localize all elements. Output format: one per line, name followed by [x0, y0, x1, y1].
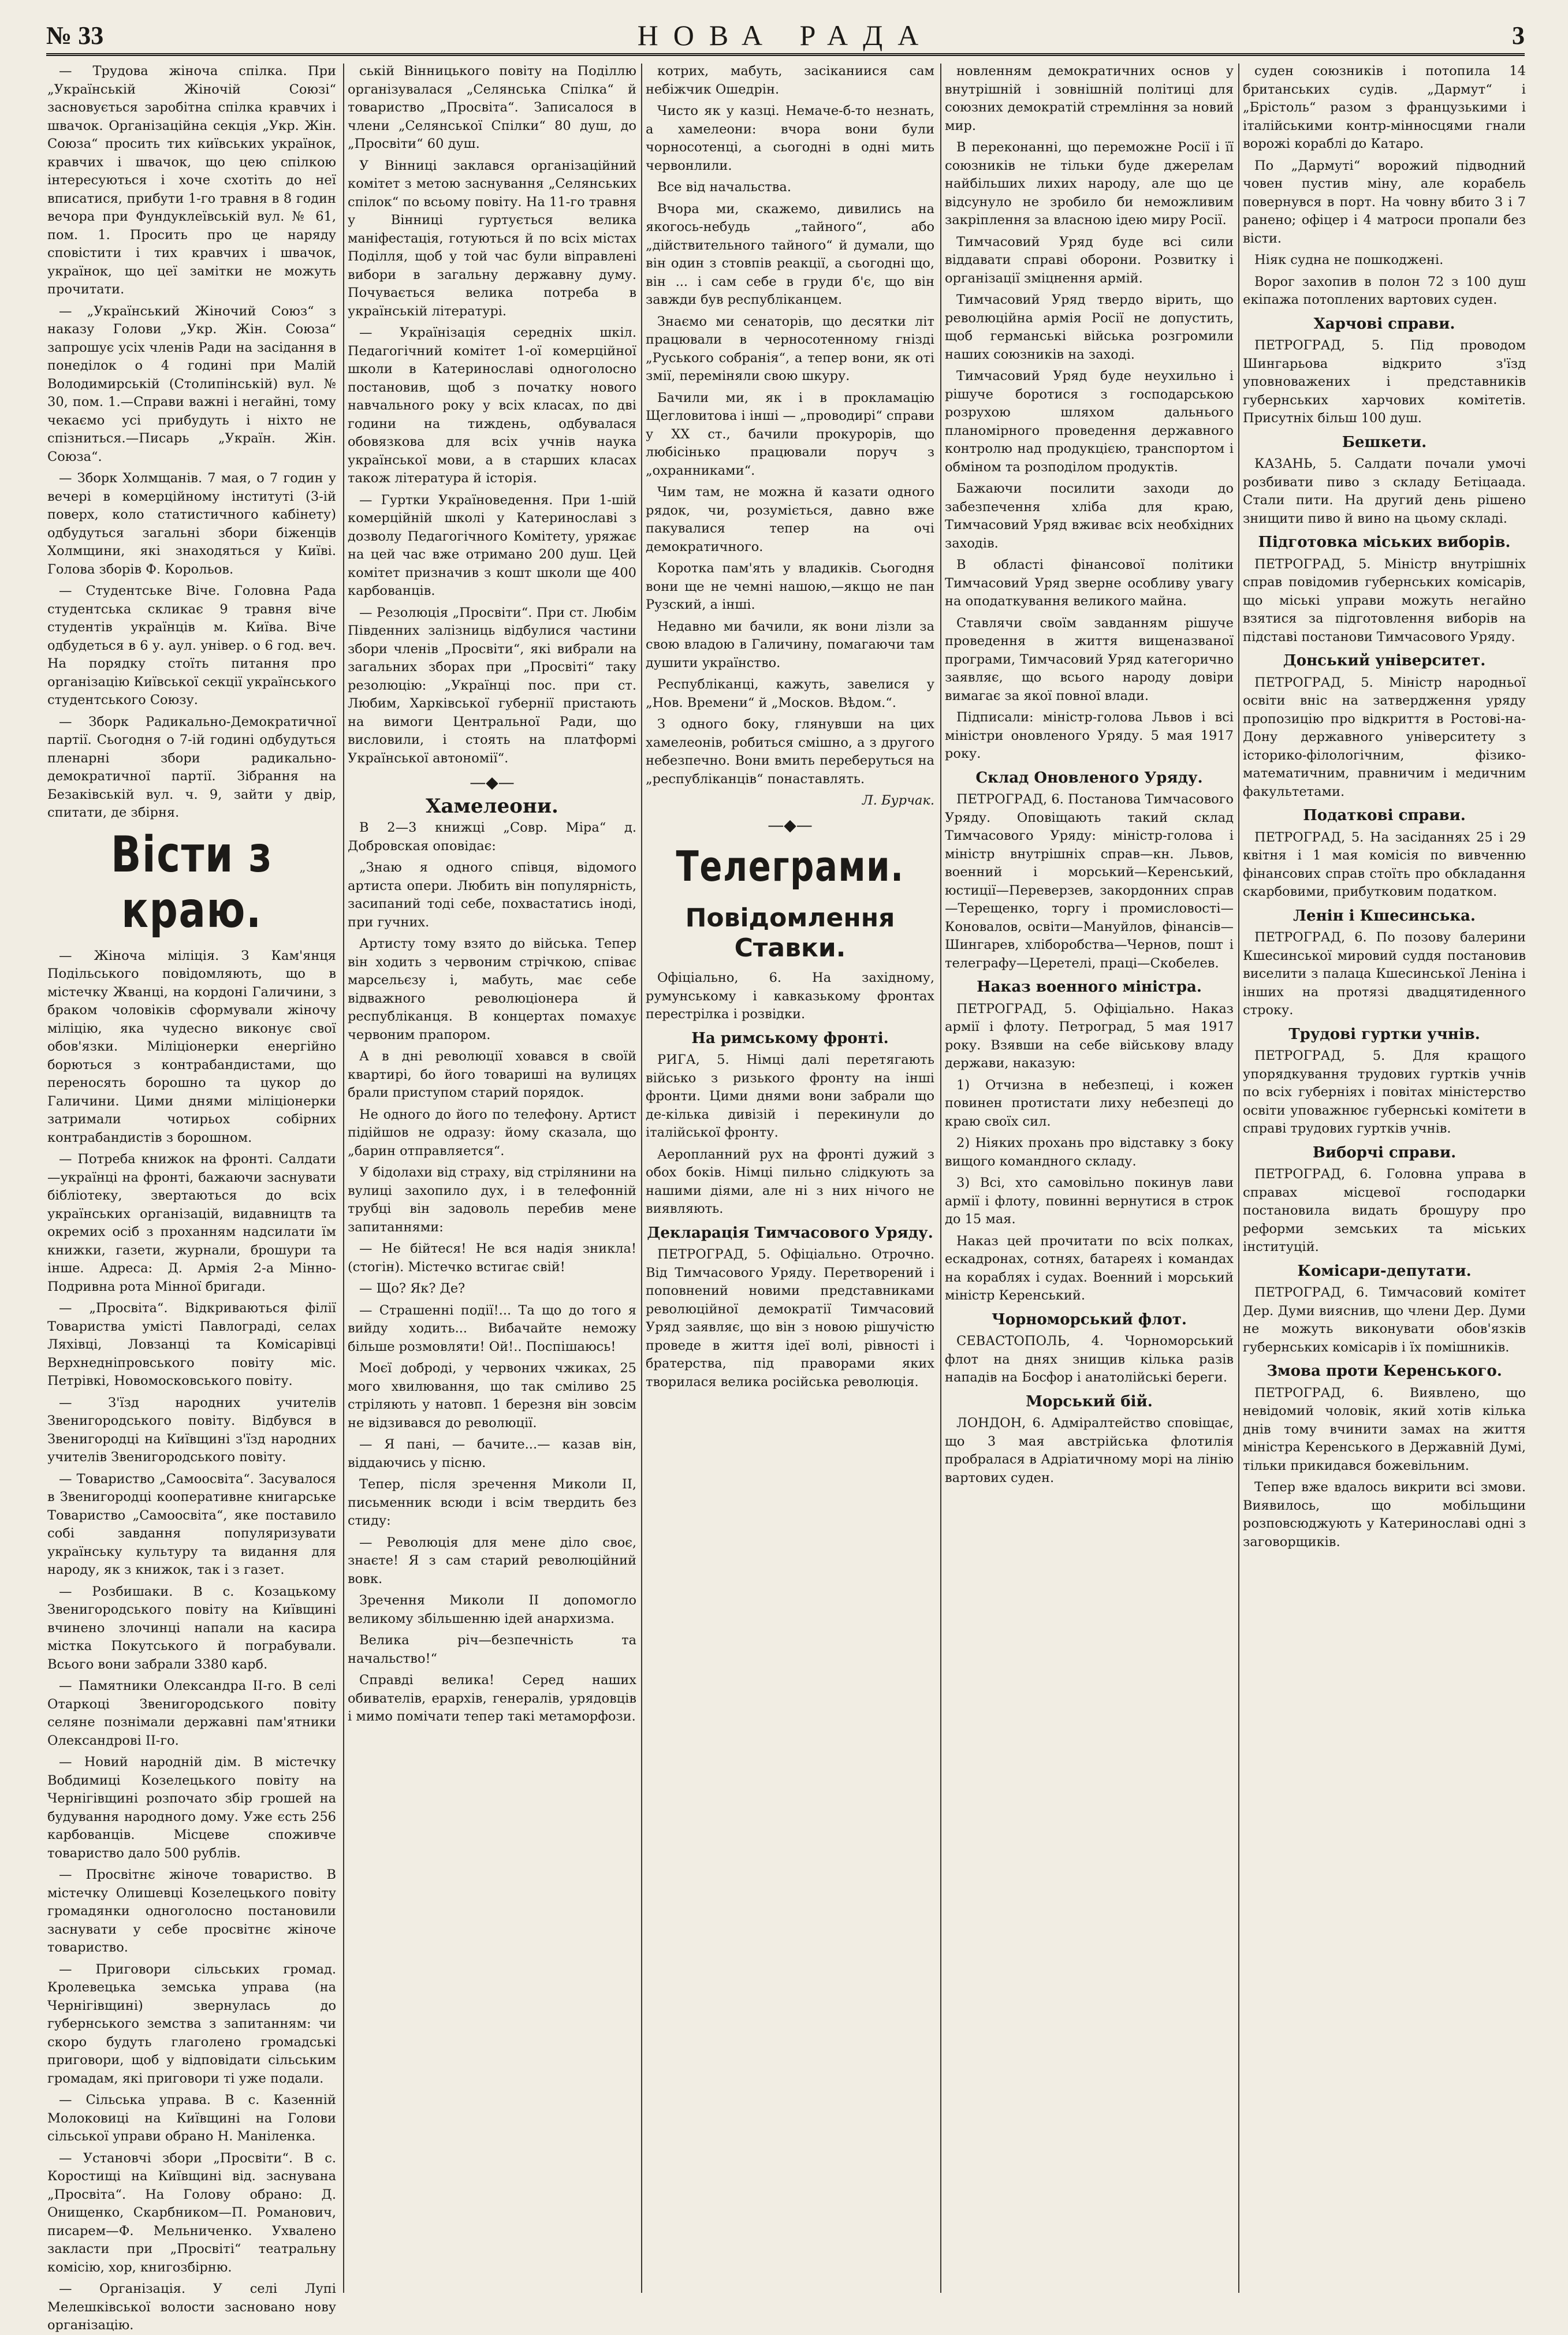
article-paragraph: По „Дармуті“ ворожий підводний човен пустив міну, але корабель повернувся в порт. На човну вбито 3 і 7 ранено; офіцер і 4 матроси пропали без вісти. — [1243, 158, 1526, 246]
ornament-divider: —◆— — [470, 773, 515, 792]
column-2 — [348, 62, 636, 2297]
article-paragraph: У Вінниці заклався організаційний комітет з метою заснування „Селянських спілок“ по всьому повіту. На 11-го травня у Вінниці гуртується велика маніфестація, готуються й по всіх містах Поділля, щоб у той час були віправлені вибори в загальну державну думу. Почувається велика потреба в українській літературі. — [348, 158, 636, 319]
article-paragraph: Все від начальства. — [657, 180, 791, 195]
column-divider — [641, 64, 642, 2293]
article-paragraph: Ворог захопив в полон 72 з 100 душ екіпажа потоплених вартових суден. — [1243, 274, 1526, 307]
article-paragraph: — Резолюція „Просвіти“. При ст. Любім Південних залізниць відбулися частини збори членів „Просвіти“, які вибрали на загальних зборах при „Просвіті“ таку резолюцію: „Українці пос. при ст. Любим, Харківської губернії пристають на вимоги Центральної Ради, що висловили, і стоять на платформі Української автономії“. — [348, 605, 636, 766]
subsection-title: Виборчі справи. — [1312, 1144, 1457, 1161]
article-paragraph: — З'їзд народних учителів Звенигородського повіту. Відбувся в Звенигородці на Київщині з'їзд народних учителів Звенигородського повіту. — [47, 1395, 336, 1465]
article-paragraph: ПЕТРОГРАД, 5. Для кращого упорядкування трудових гуртків учнів по всіх губерніях і повітах міністерство освіти уповажнює губернські комітети в справі трудових гуртків учнів. — [1243, 1048, 1526, 1136]
article-paragraph: Коротка пам'ять у владиків. Сьогодня вони ще не чемні нашою,—якщо не пан Рузский, а інші. — [646, 561, 934, 612]
author-signature: Л. Бурчак. — [862, 793, 934, 808]
column-4 — [945, 62, 1234, 2297]
column-divider — [343, 64, 344, 2293]
article-paragraph: Тепер, після зречення Миколи II, письменник всюди і всім твердить без стиду: — [348, 1477, 636, 1528]
article-paragraph: Ставлячи своїм завданням рішуче проведення в життя вищеназваної програми, Тимчасовий Уряд категорично заявляє, що всього народу довіри вимагає за якої повної влади. — [945, 615, 1234, 703]
subsection-title: Повідомлення Ставки. — [685, 903, 895, 963]
article-paragraph: — Памятники Олександра II-го. В селі Отаркоці Звенигородського повіту селяне познімали державні пам'ятники Олександрові II-го. — [47, 1678, 336, 1748]
article-paragraph: Чим там, не можна й казати одного рядок, чи, розуміється, давно вже пакувалися тепер на очі демократичного. — [646, 485, 934, 554]
article-paragraph: — Розбишаки. В с. Козацькому Звенигородського повіту на Київщині вчинено злочинці напали на касира містка Покутського й пограбували. Всього вони забрали 3380 карб. — [47, 1584, 336, 1672]
article-paragraph: — Товариство „Самоосвіта“. Засувалося в Звенигородці кооперативне книгарське Товариство „Самоосвіта“, яке поставило собі завдання популяризувати українську культуру та видання для народу, як з книжок, так і з газет. — [47, 1471, 336, 1577]
article-paragraph: — Жіноча міліція. З Кам'янця Подільського повідомляють, що в містечку Жванці, на кордоні Галичини, з браком чоловіків сформували жіночу міліцію, яка чудесно виконує свої обов'язки. Міліціонерки енергійно борються з контрабандистами, що переносять борошно та цукор до Галичини. Цими днями міліціонерки затримали чотирьох собірних контрабандистів з борошном. — [47, 948, 336, 1145]
article-paragraph: — Новий народній дім. В містечку Вобдимиці Козелецького повіту на Чернігівщині розпочато збір грошей на будування народного дому. Уже єсть 256 карбованців. Місцеве споживче товариство дало 500 рублів. — [47, 1755, 336, 1861]
article-paragraph: — Революція для мене ділo своє, знаєте! Я з сам старий революційний вовк. — [348, 1535, 636, 1587]
subsection-title: Комісари-депутати. — [1297, 1262, 1472, 1280]
column-5 — [1243, 62, 1526, 2297]
article-paragraph: Недавно ми бачили, як вони лізли за свою владою в Галичину, помагаючи там душити українство. — [646, 619, 934, 671]
subsection-title: Чорноморський флот. — [992, 1310, 1187, 1328]
article-paragraph: Тимчасовий Уряд буде всі сили віддавати справі оборони. Розвитку і організації зміцнення армій. — [945, 234, 1234, 286]
article-paragraph: ПЕТРОГРАД, 5. На засіданнях 25 і 29 квітня і 1 мая комісія по вивченню фінансових справ стоїть про обкладання скарбовими, прибутковим податком. — [1243, 829, 1526, 899]
subsection-title: Склад Оновленого Уряду. — [975, 769, 1203, 787]
article-paragraph: ській Вінницького повіту на Поділлю організувалася „Селянська Спілка“ й товариство „Просвіта“. Записалося в члени „Селянської Спілки“ 80 душ, до „Просвіти“ 60 душ. — [348, 64, 636, 151]
article-paragraph: ПЕТРОГРАД, 5. Міністр народньої освіти вніс на затвердження уряду пропозицію про відкриття в Ростові-на-Дону державного університету з історико-філологічним, фізико-математичним, правничим і медичним факультетами. — [1243, 675, 1526, 799]
article-paragraph: — Українізація середніх шкіл. Педагогічний комітет 1-ої комерційної школи в Катеринославі одноголосно постановив, щоб з початку нового навчального року у всіх класах, по дві години на тиждень, одбувалася обовязкова для всіх учнів наука української мови, а в старших класах також література й історія. — [348, 325, 636, 486]
article-paragraph: — Приговори сільських громад. Кролевецька земська управа (на Чернігівщині) звернулась до губернського земства з запитанням: чи скоро будуть глаголено громадські приговори, щоб у відповідати сільським громадам, які приговори ті уже подали. — [47, 1961, 336, 2086]
article-paragraph: В переконанні, що переможне Росії і її союзників не тільки буде джерелам найбільших лихих народу, але що це відсунуло не зробило би неможливим закріплення за власною ідею миру Росії. — [945, 140, 1234, 228]
article-paragraph: Моєї доброді, у червоних чжиках, 25 мого хвилювання, що так сміливо 25 стріляють у натовп. 1 березня він зовсім не відзивався до революції. — [348, 1361, 636, 1431]
article-paragraph: котрих, мабуть, засіканиися сам небіжчик Ошедрін. — [646, 64, 934, 97]
section-title-telegrams: Телеграми. — [676, 842, 904, 891]
article-paragraph: — „Просвіта“. Відкриваються філії Товариства умісті Павлограді, селах Ляхівці, Ловзанці та Комісарівці Верхнедніпровського повіту міс. Петрівкі, Новомосковського повіту. — [47, 1301, 336, 1388]
subsection-title: Бешкети. — [1342, 433, 1427, 451]
article-paragraph: Аеропланний рух на фронті дужий з обох боків. Німці пильно слідкують за нашими діями, але ні з них нічого не виявляють. — [646, 1146, 934, 1216]
article-paragraph: Артисту тому взято до війська. Тепер він ходить з червоним стрічкою, співає марсельєзу і, мабуть, має себе відважного революціонера й республіканця. В концертах помахує червоним прапором. — [348, 936, 636, 1042]
subsection-title: Підготовка міських виборів. — [1258, 534, 1511, 551]
article-paragraph: А в дні революції ховався в своїй квартирі, бо його товариші на вулицях брали приступом старий порядок. — [348, 1049, 636, 1100]
subsection-title: Донський університет. — [1283, 652, 1486, 669]
article-paragraph: ПЕТРОГРАД, 6. По позову балерини Кшесинської мировий суддя постановив виселити з палаца Кшесинської Леніна і інших на протязі двадцятиденного строку. — [1243, 930, 1526, 1018]
article-paragraph: ПЕТРОГРАД, 6. Постанова Тимчасового Уряду. Оповіщають такий склад Тимчасового Уряду: міністр-голова і міністр внутрішніх справ—кн. Львов, военний і морський—Керенський, юстиції—Переверзев, закордонних справ—Терещенко, торгу і промисловості—Коновалов, освіти—Мануйлов, фінансів—Шингарев, хліборобства—Чернов, пошт і телеграфу—Церетелі, праці—Скобелев. — [945, 792, 1234, 971]
article-paragraph: „Знаю я одного співця, відомого артиста опери. Любить він популярність, засипаний тоді себе, похвастатись іноді, при гучних. — [348, 860, 636, 930]
subsection-title: Трудові гуртки учнів. — [1288, 1025, 1480, 1043]
article-paragraph: Бачили ми, як і в прокламацію Щегловитова і інші — „проводирі“ справи у XX ст., бачили прокурорів, що любісінько працювали поруч з „охранниками“. — [646, 390, 934, 478]
article-paragraph: ЛОНДОН, 6. Адміралтейство сповіщає, що 3 мая австрійська флотилія пробралася в Адріатичному морі на лінію вартових суден. — [945, 1416, 1234, 1485]
issue-number: № 33 — [46, 21, 104, 50]
article-paragraph: Не одного до його по телефону. Артист підійшов не одразу: йому сказала, що „барин отправляется“. — [348, 1107, 636, 1159]
article-paragraph: Офіціально, 6. На західному, румунському і кавказькому фронтах перестрілка і розвідки. — [646, 970, 934, 1022]
subsection-title: Наказ военного міністра. — [977, 978, 1202, 996]
article-paragraph: — Не бійтеся! Не вся надія зникла! (стогін). Містечко встигає свій! — [348, 1241, 636, 1275]
subsection-title: Морський бій. — [1026, 1392, 1153, 1410]
masthead — [46, 16, 1525, 51]
article-paragraph: Тепер вже вдалось викрити всі змови. Виявилось, що мобільщини розповсюджують у Катеринославі одні з заговорщиків. — [1243, 1480, 1526, 1550]
article-paragraph: ПЕТРОГРАД, 6. Головна управа в справах місцевої господарки постановила видать брошуру про реформи земських та міських інституцій. — [1243, 1167, 1526, 1254]
ornament-divider: —◆— — [768, 815, 813, 835]
page-number: 3 — [1512, 21, 1525, 50]
article-paragraph: — Просвітнє жіноче товариство. В містечку Олишевці Козелецького повіту громадянки одноголосно постановили заснувати у себе просвітнє жіноче товариство. — [47, 1867, 336, 1955]
article-paragraph: — Страшенні події!... Та що до того я вийду ходить... Вибачайте неможу більше розмовляти! Ой!.. Поспішаюсь! — [348, 1302, 636, 1354]
subsection-title: Ленін і Кшесинська. — [1293, 907, 1476, 925]
article-paragraph: Тимчасовий Уряд твердо вірить, що революційна армія Росії не допустить, щоб германські війська розгромили наших союзників на заході. — [945, 292, 1234, 362]
article-paragraph: ПЕТРОГРАД, 5. Офіціально. Наказ армії і флоту. Петроград, 5 мая 1917 року. Взявши на себе військову владу держави, наказую: — [945, 1001, 1234, 1071]
article-paragraph: 2) Ніяких прохань про відставку з боку вищого командного складу. — [945, 1135, 1234, 1169]
article-paragraph: — Що? Як? Де? — [359, 1281, 465, 1296]
article-paragraph: — Зборк Холмщанів. 7 мая, о 7 годин у вечері в комерційному інституті (3-ій поверх, коло статистичного кабінету) одбудуться загальні збори біженців Холмщини, які знаходяться у Київі. Голова зборів Ф. Корольов. — [47, 471, 336, 577]
subsection-title: На римському фронті. — [691, 1029, 889, 1047]
article-paragraph: Знаємо ми сенаторів, що десятки літ працювали в черносотенному гнізді „Руського собранія“, а тепер вони, як оті змії, переміняли свою шкуру. — [646, 314, 934, 383]
article-paragraph: ПЕТРОГРАД, 5. Офіціально. Отрочно. Від Тимчасового Уряду. Перетворений і поповнений новими представниками революційної демократії Тимчасовий Уряд заявляє, що він з новою рішучістю проведе в життя ідеї волі, рівності і братерства, під праворами яких творилася велика російська революція. — [646, 1247, 934, 1390]
paper-title: НОВА РАДА — [637, 19, 934, 51]
article-paragraph: ПЕТРОГРАД, 6. Виявлено, що невідомий чоловік, який хотів кілька днів тому вчинити замах на життя міністра Керенського в Державній Думі, тільки прикидався божевільним. — [1243, 1385, 1526, 1473]
article-paragraph: — Студентське Віче. Головна Рада студентська скликає 9 травня віче студентів українців м. Київа. Віче одбудеться в 6 у. аул. універ. о 6 год. веч. На порядку стоїть питання про організацію Київської секції українського студентського Союзу. — [47, 583, 336, 707]
article-paragraph: Підписали: міністр-голова Львов і всі міністри оновленого Уряду. 5 мая 1917 року. — [945, 710, 1234, 761]
article-paragraph: Зречення Миколи II допомогло великому збільшенню ідей анархизма. — [348, 1593, 636, 1626]
feuilleton-title: Хамелеони. — [426, 794, 558, 818]
article-paragraph: — Сільська управа. В с. Казенній Молоковиці на Київщині на Голови сільської управи обрано Н. Маніленка. — [47, 2092, 336, 2144]
article-paragraph: — Організація. У селі Лупі Мелешківської волости засновано нову організацію. — [47, 2281, 336, 2333]
article-paragraph: ПЕТРОГРАД, 5. Міністр внутрішніх справ повідомив губернських комісарів, що міські управи можуть негайно взятися за підготовлення виборів на підставі постанови Тимчасового Уряду. — [1243, 556, 1526, 645]
article-paragraph: 1) Отчизна в небезпеці, і кожен повинен протистати лиху небезпеці до краю своїх сил. — [945, 1077, 1234, 1129]
column-divider — [1238, 64, 1239, 2293]
section-title-news: Вісти з краю. — [110, 825, 273, 939]
article-paragraph: Справді велика! Серед наших обивателів, ерархів, генералів, урядовців і мимо помічати тепер такі метаморфози. — [348, 1673, 636, 1724]
article-paragraph: Наказ цей прочитати по всіх полках, ескадронах, сотнях, батареях і командах на кораблях і судах. Военний і морський міністр Керенський. — [945, 1233, 1234, 1303]
article-paragraph: Ніяк судна не пошкоджені. — [1254, 252, 1444, 267]
article-paragraph: — Я пані, — бачите...— казав він, віддаючись у пісню. — [348, 1437, 636, 1470]
article-paragraph: — Гуртки Україноведення. При 1-шій комерційній школі у Катеринославі з дозволу Педагогічного Комітету, уряжає на цей час вже отримано 200 душ. Цей комітет призначив з кошт школи ще 400 карбованців. — [348, 492, 636, 598]
article-paragraph: — „Український Жіночий Союз“ з наказу Голови „Укр. Жін. Союза“ запрошує усіх членів Ради на засідання в понеділок о 4 годині при Малій Володимирській (Столипінській) вул. № 30, пом. 1.—Справи важні і негайні, тому чекаємо усі прибудуть і ніхто не спізниться.—Писарь „Україн. Жін. Союза“. — [47, 303, 336, 464]
article-paragraph: новленням демократичних основ у внутрішній і зовнішній політиці для союзних демократій стремління за новий мир. — [945, 64, 1234, 133]
article-paragraph: Вчора ми, скажемо, дивились на якогось-небудь „тайного“, або „дійствительного тайного“ й думали, що він один з стовпів реакції, а сьогодні що, він ... і сам себе в груди б'є, що він завжди був республіканцем. — [646, 201, 934, 307]
article-paragraph: — Установчі збори „Просвіти“. В с. Коростищі на Київщині від. заснувана „Просвіта“. На Голову обрано: Д. Онищенко, Скарбником—П. Романович, писарем—Ф. Мельниченко. Ухвалено закласти при „Просвіті“ театральну комісію, хор, книгозбірню. — [47, 2150, 336, 2275]
article-paragraph: суден союзників і потопила 14 британських судів. „Дармут“ і „Брістоль“ разом з французькими і італійськими контр-мінносцями гнали ворожі кораблі до Катаро. — [1243, 64, 1526, 151]
article-paragraph: Тимчасовий Уряд буде неухильно і рішуче боротися з господарською розрухою шляхом дальнього планомірного проведення державного контролю над продукцією, транспортом і обміном та розподілом продуктів. — [945, 368, 1234, 475]
article-paragraph: — Зборк Радикально-Демократичної партії. Сьогодня о 7-ій годині одбудуться пленарні збори радикально-демократичної партії. Зібрання на Безаківській вул. ч. 9, зайти у двір, спитати, де збірня. — [47, 714, 336, 820]
article-paragraph: ПЕТРОГРАД, 5. Під проводом Шингарьова відкрито з'їзд уповноважених і представників губернських харчових комітетів. Присутніх більш 100 душ. — [1243, 338, 1526, 426]
masthead-rule — [46, 53, 1525, 56]
article-paragraph: 3) Всі, хто самовільно покинув лави армії і флоту, повинні вернутися в строк до 15 мая. — [945, 1175, 1234, 1227]
article-paragraph: З одного боку, глянувши на цих хамелеонів, робиться смішно, а з другого небезпечно. Вони вмить переберуться на „республіканців“ понаставлять. — [646, 717, 934, 787]
article-paragraph: В області фінансової політики Тимчасовий Уряд зверне особливу увагу на оподаткування великого майна. — [945, 557, 1234, 609]
article-paragraph: — Потреба книжок на фронті. Салдати—українці на фронті, бажаючи заснувати бібліотеку, звертаються до всіх українських організацій, видавництв та окремих осіб з проханням надсилати їм книжки, газети, журнали, брошури та інше. Адреса: Д. Армія 2-а Мінно-Подривна рота Мінної бригади. — [47, 1152, 336, 1294]
article-paragraph: СЕВАСТОПОЛЬ, 4. Чорноморський флот на днях знищив кілька разів нападів на Босфор і анатолійські береги. — [945, 1334, 1234, 1385]
article-paragraph: — Трудова жіноча спілка. При „Українській Жіночій Союзі“ засновується заробітна спілка кравчих і швачок. Організаційна секція „Укр. Жін. Союза“ просить тих київських українок, кравчих і швачок, що цею спілкою інтересуються і хоче схотіть до неї вписатися, прибути 1-го травня в 8 годин вечора при Фундуклеївській вул. № 61, пом. 1. Просить про це наряду сповістити і тих кравчих і швачок, українок, що цеї замітки не можуть прочитати. — [47, 64, 336, 297]
article-paragraph: Республіканці, кажуть, завелися у „Нов. Времени“ й „Москов. Вѣдом.“. — [646, 677, 934, 710]
subsection-title: Декларація Тимчасового Уряду. — [647, 1224, 933, 1242]
article-paragraph: РИГА, 5. Німці далі перетягають військо з ризького фронту на інші фронти. Цими днями вони забрали що де-кілька дивізій і перекинули до італійської фронту. — [646, 1052, 934, 1140]
subsection-title: Змова проти Керенського. — [1267, 1362, 1502, 1380]
article-paragraph: Велика річ—безпечність та начальство!“ — [348, 1633, 636, 1666]
subsection-title: Податкові справи. — [1303, 807, 1466, 824]
article-paragraph: В 2—3 книжці „Совр. Міра“ д. Добровская оповідає: — [348, 820, 636, 854]
article-paragraph: Чисто як у казці. Немаче-б-то незнать, а хамелеони: вчора вони були чорносотенці, а сьогодні в одні мить червонлили. — [646, 103, 934, 173]
article-paragraph: ПЕТРОГРАД, 6. Тимчасовий комітет Дер. Думи вияснив, що члени Дер. Думи не можуть виконувати обов'язків губернських комісарів і їх помішників. — [1243, 1285, 1526, 1355]
article-paragraph: У бідолахи від страху, від стрілянини на вулиці захопило дух, і в телефонній трубці він задоволь перебив мене запитаннями: — [348, 1165, 636, 1235]
article-paragraph: Бажаючи посилити заходи до забезпечення хліба для краю, Тимчасовий Уряд вживає всіх необхідних заходів. — [945, 481, 1234, 551]
column-3 — [646, 62, 934, 2297]
article-paragraph: КАЗАНЬ, 5. Салдати почали умочі розбивати пиво з складу Бетіцаада. Стали пити. На другий день рішено знищити пиво й вино на цьому складі. — [1243, 456, 1526, 526]
column-1 — [47, 62, 336, 2333]
column-divider — [940, 64, 941, 2293]
subsection-title: Харчові справи. — [1313, 315, 1455, 333]
